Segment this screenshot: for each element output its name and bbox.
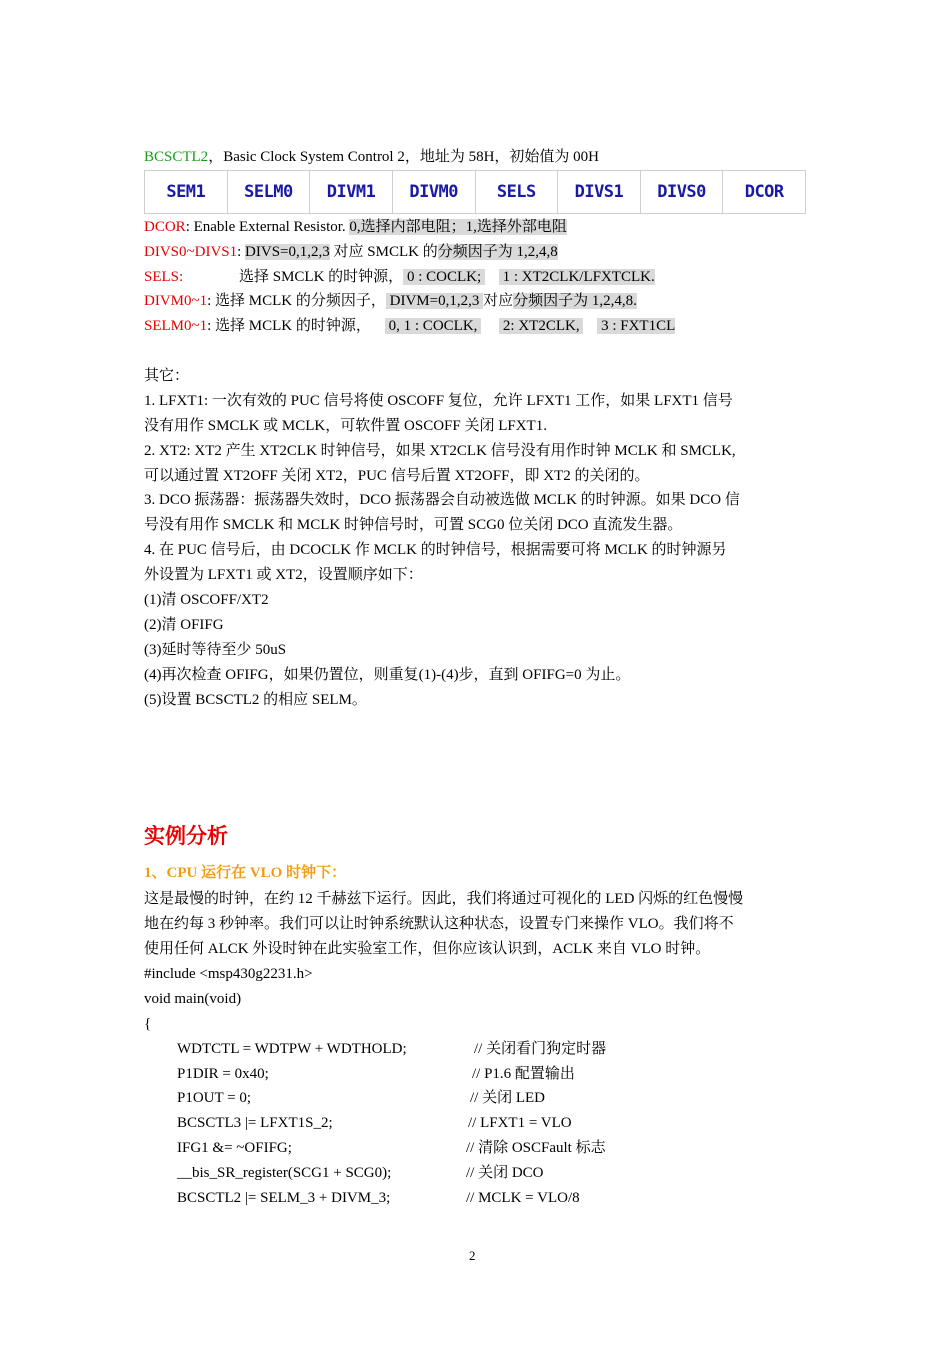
divm-desc [144,291,637,311]
bit-cell: DIVM0 [392,171,475,214]
field-text: : Enable External Resistor. [185,219,350,235]
dcor-desc [144,217,567,237]
field-text: : 选择 MCLK 的分频因子， [207,293,386,309]
other-line: 2. XT2: XT2 产生 XT2CLK 时钟信号，如果 XT2CLK 信号没有用作时钟 MCLK 和 SMCLK, [144,443,736,459]
register-header [144,147,599,167]
section-title: 实例分析 [144,824,228,848]
code-comment: // P1.6 配置输出 [472,1066,575,1082]
field-highlight: 1 : XT2CLK/LFXTCLK. [498,269,655,285]
other-line: (5)设置 BCSCTL2 的相应 SELM。 [144,692,367,708]
code-comment: // LFXT1 = VLO [468,1115,572,1131]
other-line: 没有用作 SMCLK 或 MCLK，可软件置 OSCOFF 关闭 LFXT1. [144,418,547,434]
field-highlight: 0 : COCLK; [403,269,485,285]
field-highlight: 3 : FXT1CL [597,318,676,334]
divs-desc [144,242,558,262]
field-text: 对应 SMCLK 的 [329,244,438,260]
other-line: (2)清 OFIFG [144,617,224,633]
register-name: BCSCTL2 [144,149,209,165]
field-label: DCOR [144,219,186,235]
field-text: 选择 SMCLK 的时钟源， [239,269,404,285]
field-highlight: 2: XT2CLK, [499,318,584,334]
field-label: DIVS0~DIVS1 [144,244,238,260]
sels-desc [144,267,655,287]
bit-cell: SELS [475,171,558,214]
code-statement: BCSCTL2 |= SELM_3 + DIVM_3; [177,1190,391,1206]
example-subtitle: 1、CPU 运行在 VLO 时钟下： [144,865,347,881]
bit-cell: DCOR [723,171,806,214]
selm-desc [144,316,675,336]
other-line: 1. LFXT1: 一次有效的 PUC 信号将使 OSCOFF 复位，允许 LFXT1 工作，如果 LFXT1 信号 [144,393,733,409]
bit-cell: DIVM1 [310,171,393,214]
field-highlight: DIVS=0,1,2,3 [245,244,330,260]
code-line: void main(void) [144,991,242,1007]
other-line: (4)再次检查 OFIFG，如果仍置位，则重复(1)-(4)步，直到 OFIFG=0 为止。 [144,667,631,683]
example-paragraph-line: 这是最慢的时钟，在约 12 千赫兹下运行。因此，我们将通过可视化的 LED 闪烁的红色慢慢 [144,891,744,907]
code-statement: __bis_SR_register(SCG1 + SCG0); [177,1165,392,1181]
bit-cell: SELM0 [227,171,310,214]
other-heading: 其它： [144,368,190,384]
other-line: 4. 在 PUC 信号后，由 DCOCLK 作 MCLK 的时钟信号，根据需要可将 MCLK 的时钟源另 [144,542,727,558]
bit-cell: DIVS0 [640,171,723,214]
field-highlight: 分频因子为 1,2,4,8 [437,244,558,260]
field-highlight: 分频因子为 1,2,4,8. [513,293,637,309]
code-comment: // 关闭 DCO [466,1165,544,1181]
code-statement: IFG1 &= ~OFIFG; [177,1140,292,1156]
code-comment: // 关闭 LED [470,1090,545,1106]
field-highlight: 0,选择内部电阻；1,选择外部电阻 [349,219,567,235]
field-label: DIVM0~1 [144,293,208,309]
field-highlight: 0, 1 : COCLK, [384,318,482,334]
example-paragraph-line: 地在约每 3 秒钟率。我们可以让时钟系统默认这种状态，设置专门来操作 VLO。我们将不 [144,916,734,932]
other-line: 3. DCO 振荡器：振荡器失效时，DCO 振荡器会自动被选做 MCLK 的时钟源。如果 DCO 信 [144,492,740,508]
other-line: 号没有用作 SMCLK 和 MCLK 时钟信号时，可置 SCG0 位关闭 DCO 直流发生器。 [144,517,683,533]
bit-cell: DIVS1 [558,171,641,214]
code-comment: // 关闭看门狗定时器 [474,1041,607,1057]
other-line: 可以通过置 XT2OFF 关闭 XT2，PUC 信号后置 XT2OFF，即 XT2 的关闭的。 [144,468,650,484]
field-label: SELS: [144,269,184,285]
other-line: (3)延时等待至少 50uS [144,642,287,658]
field-text: 对应 [483,293,514,309]
field-text: : 选择 MCLK 的时钟源， [207,318,371,334]
code-statement: BCSCTL3 |= LFXT1S_2; [177,1115,333,1131]
code-line: { [144,1016,152,1032]
bit-cell: SEM1 [145,171,228,214]
register-desc: ，Basic Clock System Control 2，地址为 58H，初始值为 00H [208,149,600,165]
field-highlight: DIVM=0,1,2,3 [385,293,484,309]
field-label: SELM0~1 [144,318,208,334]
code-statement: P1DIR = 0x40; [177,1066,269,1082]
other-line: 外设置为 LFXT1 或 XT2，设置顺序如下： [144,567,423,583]
field-text: : [237,244,246,260]
other-line: (1)清 OSCOFF/XT2 [144,592,269,608]
code-statement: P1OUT = 0; [177,1090,252,1106]
code-comment: // 清除 OSCFault 标志 [466,1140,606,1156]
code-comment: // MCLK = VLO/8 [466,1190,580,1206]
code-statement: WDTCTL = WDTPW + WDTHOLD; [177,1041,407,1057]
code-line: #include <msp430g2231.h> [144,966,313,982]
register-bit-table [144,170,806,214]
page-number: 2 [469,1248,476,1263]
example-paragraph-line: 使用任何 ALCK 外设时钟在此实验室工作，但你应该认识到，ACLK 来自 VLO 时钟。 [144,941,711,957]
